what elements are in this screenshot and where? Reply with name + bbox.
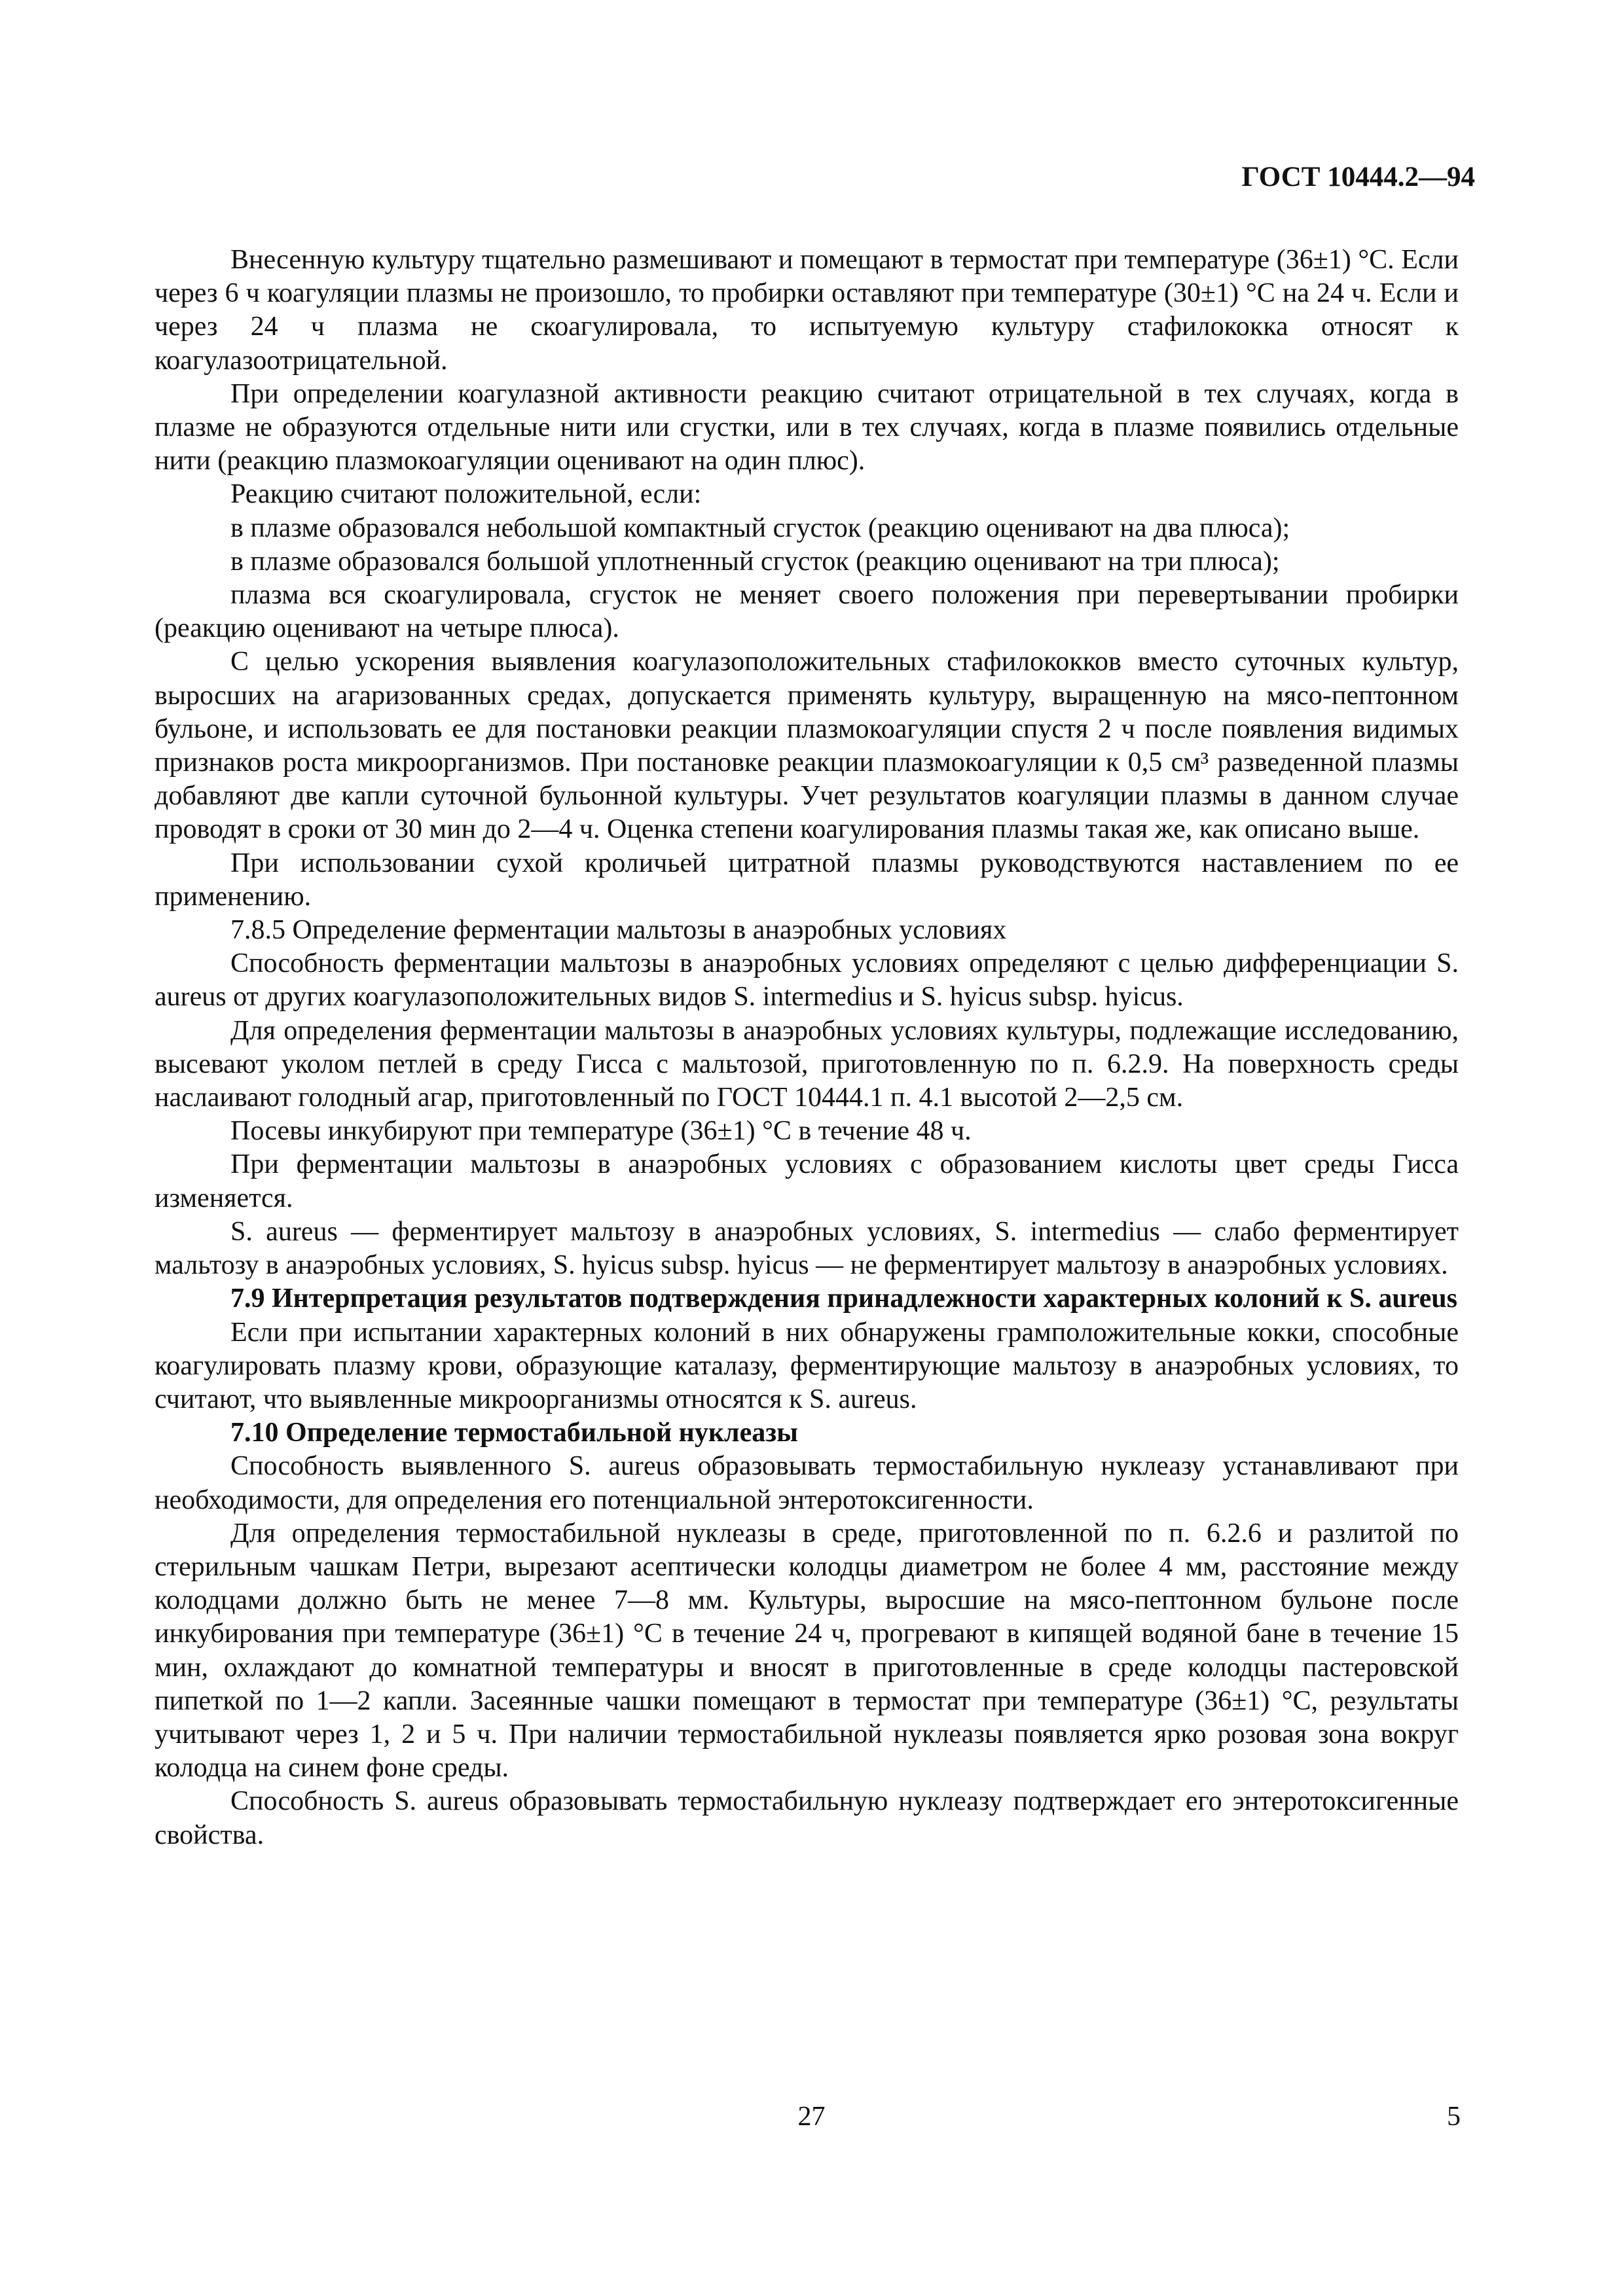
sheet-number: 5 <box>1447 2102 1461 2132</box>
paragraph-species-maltose: S. aureus — ферментирует мальтозу в анаэробных условиях, S. intermedius — слабо ферментирует мальтозу в анаэробных условиях, S. hyicus subsp. hyicus — не ферментирует мальтозу в анаэробных условиях. <box>155 1216 1459 1281</box>
paragraph-maltose-purpose: Способность ферментации мальтозы в анаэробных условиях определяют с целью дифференциации S. aureus от других коагулазоположительных видов S. intermedius и S. hyicus subsp. hyicus. <box>155 948 1459 1013</box>
section-heading-7-10: 7.10 Определение термостабильной нуклеазы <box>230 1418 798 1448</box>
paragraph-positive-intro: Реакцию считают положительной, если: <box>230 479 702 510</box>
paragraph-nuclease-method: Для определения термостабильной нуклеазы в среде, приготовленной по п. 6.2.6 и разлитой по стерильным чашкам Петри, вырезают асептически колодцы диаметром не более 4 мм, расстояние между колодцами должно быть не менее 7—8 мм. Культуры, выросшие на мясо-пептонном бульоне после инкубирования при температуре (36±1) °С в течение 24 ч, прогревают в кипящей водяной бане в течение 15 мин, охлаждают до комнатной температуры и вносят в приготовленные в среде колодцы пастеровской пипеткой по 1—2 капли. Засеянные чашки помещают в термостат при температуре (36±1) °С, результаты учитывают через 1, 2 и 5 ч. При наличии термостабильной нуклеазы появляется ярко розовая зона вокруг колодца на синем фоне среды. <box>155 1518 1459 1784</box>
paragraph-maltose-method: Для определения ферментации мальтозы в анаэробных условиях культуры, подлежащие исследованию, высевают уколом петлей в среду Гисса с мальтозой, приготовленную по п. 6.2.9. На поверхность среды наслаивают голодный агар, приготовленный по ГОСТ 10444.1 п. 4.1 высотой 2—2,5 см. <box>155 1015 1459 1113</box>
paragraph-four-plus: плазма вся скоагулировала, сгусток не меняет своего положения при перевертывании пробирки (реакцию оценивают на четыре плюса). <box>155 580 1459 644</box>
document-body <box>155 243 1459 1852</box>
paragraph-nuclease-purpose: Способность выявленного S. aureus образовывать термостабильную нуклеазу устанавливают при необходимости, для определения его потенциальной энтеротоксигенности. <box>155 1451 1459 1515</box>
standard-header: ГОСТ 10444.2—94 <box>1241 162 1475 192</box>
paragraph-color-change: При ферментации мальтозы в анаэробных условиях с образованием кислоты цвет среды Гисса изменяется. <box>155 1149 1459 1213</box>
paragraph-incubation-48h: Посевы инкубируют при температуре (36±1) °С в течение 48 ч. <box>230 1116 972 1147</box>
paragraph-incubation: Внесенную культуру тщательно размешивают и помещают в термостат при температуре (36±1) °С. Если через 6 ч коагуляции плазмы не произошло, то пробирки оставляют при температуре (30±1) °С на 24 ч. Если и через 24 ч плазма не скоагулировала, то испытуемую культуру стафилококка относят к коагулазоотрицательной. <box>155 245 1459 376</box>
paragraph-two-plus: в плазме образовался небольшой компактный сгусток (реакцию оценивают на два плюса); <box>230 512 1290 543</box>
paragraph-dry-plasma: При использовании сухой кроличьей цитратной плазмы руководствуются наставлением по ее применению. <box>155 848 1459 912</box>
paragraph-accelerated-detection: С целью ускорения выявления коагулазоположительных стафилококков вместо суточных культур, выросших на агаризованных средах, допускается применять культуру, выращенную на мясо-пептонном бульоне, и использовать ее для постановки реакции плазмокоагуляции спустя 2 ч после появления видимых признаков роста микроорганизмов. При постановке реакции плазмокоагуляции к 0,5 см³ разведенной плазмы добавляют две капли суточной бульонной культуры. Учет результатов коагуляции плазмы в данном случае проводят в сроки от 30 мин до 2—4 ч. Оценка степени коагулирования плазмы такая же, как описано выше. <box>155 647 1459 845</box>
section-heading-7-8-5: 7.8.5 Определение ферментации мальтозы в анаэробных условиях <box>230 915 1007 946</box>
paragraph-nuclease-conclusion: Способность S. aureus образовывать термостабильную нуклеазу подтверждает его энтеротоксигенные свойства. <box>155 1786 1459 1850</box>
paragraph-negative-reaction: При определении коагулазной активности реакцию считают отрицательной в тех случаях, когда в плазме не образуются отдельные нити или сгустки, или в тех случаях, когда в плазме появились отдельные нити (реакцию плазмокоагуляции оценивают на один плюс). <box>155 378 1459 476</box>
section-heading-7-9: 7.9 Интерпретация результатов подтверждения принадлежности характерных колоний к S. aureus <box>230 1283 1457 1314</box>
paragraph-three-plus: в плазме образовался большой уплотненный сгусток (реакцию оценивают на три плюса); <box>230 546 1280 577</box>
page-number: 27 <box>797 2102 826 2132</box>
paragraph-interpretation: Если при испытании характерных колоний в них обнаружены грамположительные кокки, способные коагулировать плазму крови, образующие каталазу, ферментирующие мальтозу в анаэробных условиях, то считают, что выявленные микроорганизмы относятся к S. aureus. <box>155 1317 1459 1414</box>
